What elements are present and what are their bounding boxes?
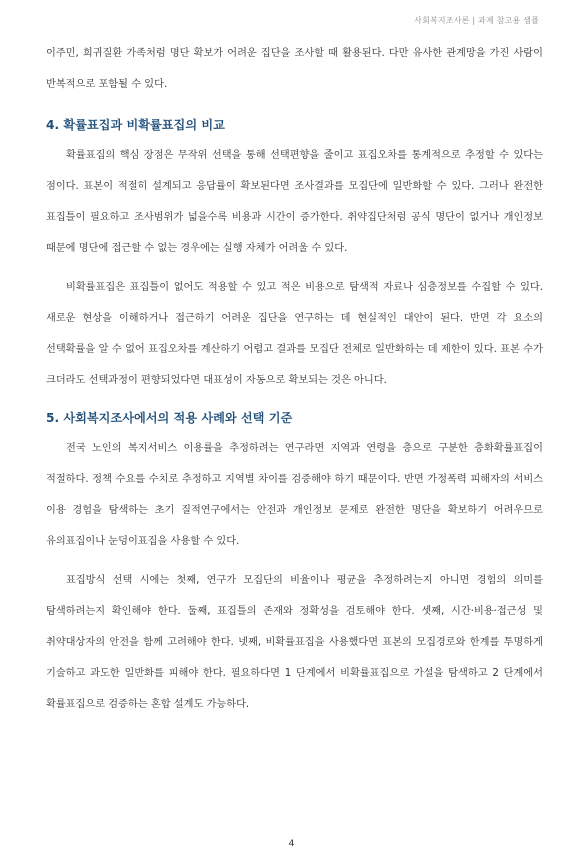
intro-paragraph: 이주민, 희귀질환 가족처럼 명단 확보가 어려운 집단을 조사할 때 활용된다. 다만 유사한 관계망을 가진 사람이 반복적으로 포함될 수 있다.: [46, 48, 543, 90]
section-4-title: 4. 확률표집과 비확률표집의 비교: [46, 118, 225, 132]
section-4-paragraph-1: 확률표집의 핵심 장점은 무작위 선택을 통해 선택편향을 줄이고 표집오차를 통계적으로 추정할 수 있다는 점이다. 표본이 적절히 설계되고 응답률이 확보된다면 조사결과를 모집단에 일반화할 수 있다. 그러나 완전한 표집틀이 필요하고 조사범위가 넓을수록 비용과 시간이 증가한다. 취약집단처럼 공식 명단이 없거나 개인정보 때문에 명단에 접근할 수 없는 경우에는 실행 자체가 어려울 수 있다.: [46, 150, 543, 254]
paragraph-gap: [46, 557, 543, 565]
section-5-title: 5. 사회복지조사에서의 적용 사례와 선택 기준: [46, 411, 293, 425]
section-5-paragraph-1: 전국 노인의 복지서비스 이용률을 추정하려는 연구라면 지역과 연령을 층으로 구분한 층화확률표집이 적절하다. 정책 수요를 수치로 추정하고 지역별 차이를 검증해야 하기 때문이다. 반면 가정폭력 피해자의 서비스 이용 경험을 탐색하는 초기 질적연구에서는 안전과 개인정보 문제로 완전한 명단을 확보하기 어려우므로 유의표집이나 눈덩이표집을 사용할 수 있다.: [46, 443, 543, 547]
page-number: 4: [288, 839, 295, 849]
running-header: 사회복지조사론 | 과제 참고용 샘플: [414, 16, 539, 25]
page-content: [46, 38, 543, 720]
paragraph-gap: [46, 264, 543, 272]
section-5-paragraph-2: 표집방식 선택 시에는 첫째, 연구가 모집단의 비율이나 평균을 추정하려는지 아니면 경험의 의미를 탐색하려는지 확인해야 한다. 둘째, 표집틀의 존재와 정확성을 검토해야 한다. 셋째, 시간·비용·접근성 및 취약대상자의 안전을 함께 고려해야 한다. 넷째, 비확률표집을 사용했다면 표본의 모집경로와 한계를 투명하게 기술하고 과도한 일반화를 피해야 한다. 필요하다면 1 단계에서 비확률표집으로 가설을 탐색하고 2 단계에서 확률표집으로 검증하는 혼합 설계도 가능하다.: [46, 575, 543, 710]
section-4-paragraph-2: 비확률표집은 표집틀이 없어도 적용할 수 있고 적은 비용으로 탐색적 자료나 심층정보를 수집할 수 있다. 새로운 현상을 이해하거나 접근하기 어려운 집단을 연구하는 데 현실적인 대안이 된다. 반면 각 요소의 선택확률을 알 수 없어 표집오차를 계산하기 어렵고 결과를 모집단 전체로 일반화하는 데 제한이 있다. 표본 수가 크더라도 선택과정이 편향되었다면 대표성이 자동으로 확보되는 것은 아니다.: [46, 282, 543, 386]
